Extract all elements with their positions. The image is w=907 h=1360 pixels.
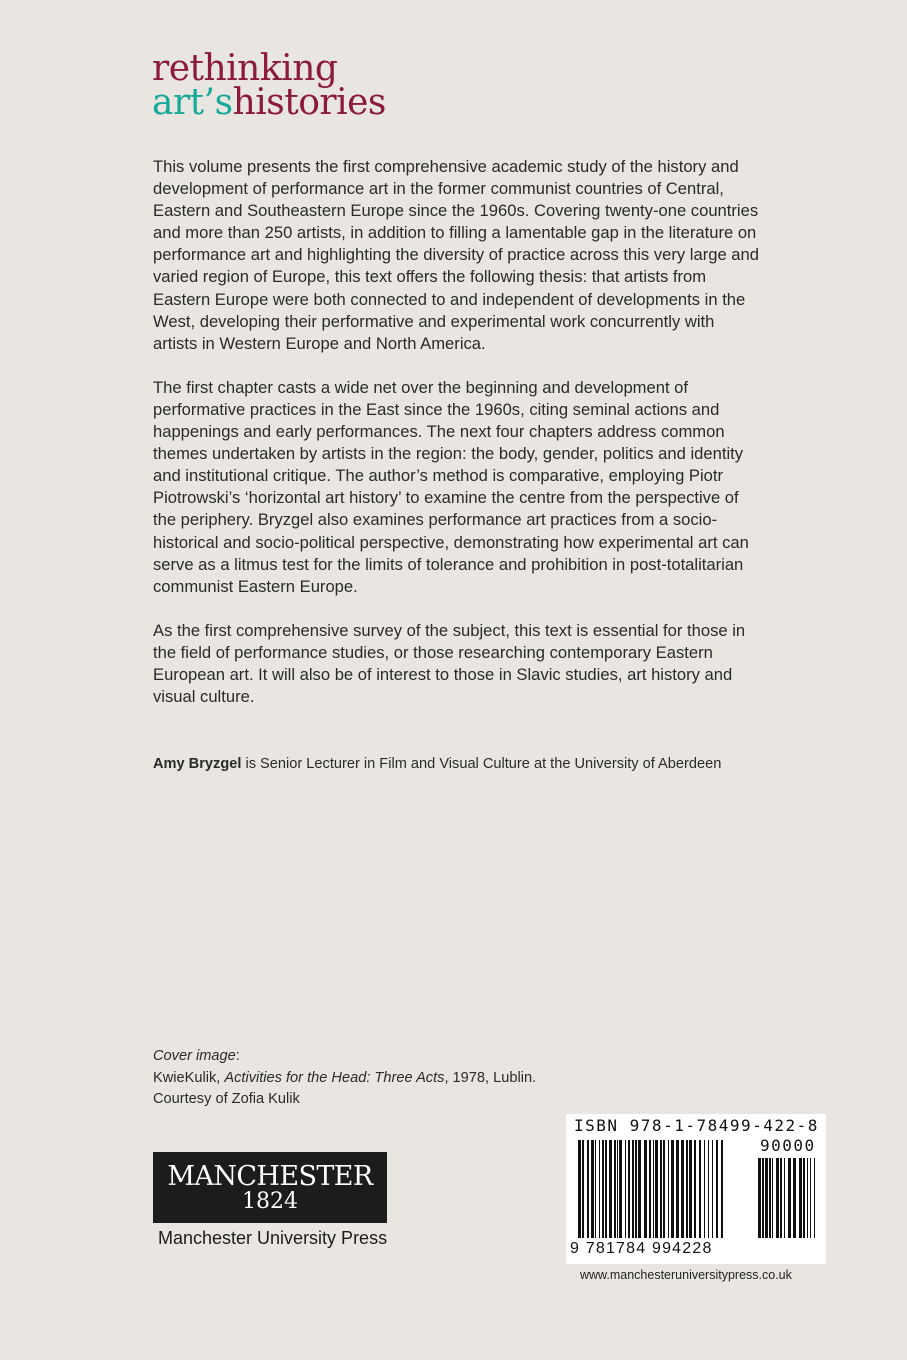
barcode-bar xyxy=(595,1140,596,1238)
barcode-bar xyxy=(587,1140,589,1238)
credit-artist: KwieKulik, xyxy=(153,1069,225,1086)
credit-work-line xyxy=(153,1068,536,1090)
credit-heading xyxy=(153,1046,536,1068)
publisher-logo-year: 1824 xyxy=(242,1189,298,1214)
publisher-website: www.manchesteruniversitypress.co.uk xyxy=(580,1268,792,1282)
credit-details: , 1978, Lublin. xyxy=(444,1069,537,1086)
series-title-histories: histories xyxy=(232,82,386,124)
price-code: 90000 xyxy=(760,1136,816,1155)
credit-label: Cover image xyxy=(153,1048,236,1064)
author-note xyxy=(153,754,721,774)
series-title-line1: rethinking xyxy=(152,48,338,89)
barcode-bar xyxy=(578,1140,581,1238)
publisher-name: Manchester University Press xyxy=(158,1228,388,1248)
publisher-logo-name: MANCHESTER xyxy=(167,1161,373,1192)
barcode-bar xyxy=(784,1158,785,1238)
barcode-bar xyxy=(668,1140,669,1238)
series-title-arts: art’s xyxy=(152,82,233,124)
barcode-bar xyxy=(632,1140,634,1238)
credit-colon: : xyxy=(235,1048,240,1064)
barcode-bar xyxy=(712,1140,713,1238)
book-blurb xyxy=(153,156,763,730)
barcode-bar xyxy=(609,1140,612,1238)
barcode-bar xyxy=(686,1140,688,1238)
barcode-bar xyxy=(694,1140,696,1238)
barcode-bar xyxy=(602,1140,604,1238)
isbn-barcode-block xyxy=(566,1114,826,1264)
barcode-bar xyxy=(614,1140,616,1238)
barcode-bar xyxy=(803,1158,805,1238)
ean-digits: 9 781784 994228 xyxy=(570,1240,713,1257)
barcode-bar xyxy=(810,1158,811,1238)
barcode-bar xyxy=(765,1158,768,1238)
barcode-bar xyxy=(814,1158,815,1238)
barcode-bar xyxy=(625,1140,626,1238)
barcode-bar xyxy=(788,1158,791,1238)
barcode-bar xyxy=(635,1140,637,1238)
barcode-bar xyxy=(799,1158,802,1238)
barcode-bar xyxy=(769,1158,771,1238)
series-logo xyxy=(152,48,386,124)
barcode-bar xyxy=(772,1158,773,1238)
barcode-bar xyxy=(776,1158,779,1238)
barcode-bar xyxy=(591,1140,594,1238)
barcode-bar xyxy=(793,1158,796,1238)
barcode-bar xyxy=(716,1140,718,1238)
barcode-bar xyxy=(638,1140,641,1238)
barcode-bar xyxy=(708,1140,709,1238)
barcode-bar xyxy=(619,1140,622,1238)
isbn-text: ISBN 978-1-78499-422-8 xyxy=(574,1116,819,1135)
barcode-bar xyxy=(628,1140,630,1238)
barcode-bar xyxy=(660,1140,662,1238)
barcode-bar xyxy=(721,1140,723,1238)
blurb-paragraph: This volume presents the first comprehensive academic study of the history and development of performance art in the former communist countries of Central, Eastern and Southeastern Europe since the 1960s. Covering twenty-one countries and more than 250 artists, in addition to filling a lamentable gap in the literature on performance art and highlighting the diversity of practice across this very large and varied region of Europe, this text offers the following thesis: that artists from Eastern Europe were both connected to and independent of developments in the West, developing their performative and experimental work concurrently with artists in Western Europe and North America. xyxy=(153,157,759,353)
barcode-bar xyxy=(671,1140,674,1238)
author-bio: is Senior Lecturer in Film and Visual Culture at the University of Aberdeen xyxy=(241,756,722,772)
author-name: Amy Bryzgel xyxy=(153,756,242,772)
barcode-bar xyxy=(807,1158,808,1238)
barcode-bar xyxy=(689,1140,692,1238)
barcode-bar xyxy=(681,1140,684,1238)
barcode-bar xyxy=(780,1158,782,1238)
barcode-bar xyxy=(699,1140,701,1238)
barcode-bar xyxy=(762,1158,764,1238)
barcode-bar xyxy=(676,1140,679,1238)
barcode-bar xyxy=(644,1140,647,1238)
blurb-paragraph: The first chapter casts a wide net over the beginning and development of performative practices in the East since the 1960s, citing seminal actions and happenings and early performances. The next four chapters address common themes undertaken by artists in the region: the body, gender, politics and identity and institutional critique. The author’s method is comparative, employing Piotr Piotrowski’s ‘horizontal art history’ to examine the centre from the perspective of the periphery. Bryzgel also examines performance art practices from a socio-historical and socio-political perspective, demonstrating how experimental art can serve as a litmus test for the limits of tolerance and prohibition in post-totalitarian communist Eastern Europe. xyxy=(153,377,749,596)
blurb-paragraph: As the first comprehensive survey of the subject, this text is essential for those in the field of performance studies, or those researching contemporary Eastern European art. It will also be of interest to those in Slavic studies, art history and visual culture. xyxy=(153,620,746,707)
barcode-bar xyxy=(582,1140,584,1238)
barcode-bar xyxy=(758,1158,761,1238)
barcode-bar xyxy=(649,1140,651,1238)
barcode-bar xyxy=(599,1140,600,1238)
credit-courtesy: Courtesy of Zofia Kulik xyxy=(153,1091,300,1107)
cover-image-credit xyxy=(153,1046,536,1111)
barcode-bar xyxy=(704,1140,705,1238)
barcode-bar xyxy=(655,1140,658,1238)
barcode-bar xyxy=(617,1140,618,1238)
series-title-line2 xyxy=(152,82,386,124)
publisher-logo xyxy=(153,1152,387,1223)
credit-work-title: Activities for the Head: Three Acts xyxy=(224,1069,445,1086)
barcode-bar xyxy=(663,1140,665,1238)
barcode-bar xyxy=(653,1140,654,1238)
barcode-bar xyxy=(605,1140,607,1238)
